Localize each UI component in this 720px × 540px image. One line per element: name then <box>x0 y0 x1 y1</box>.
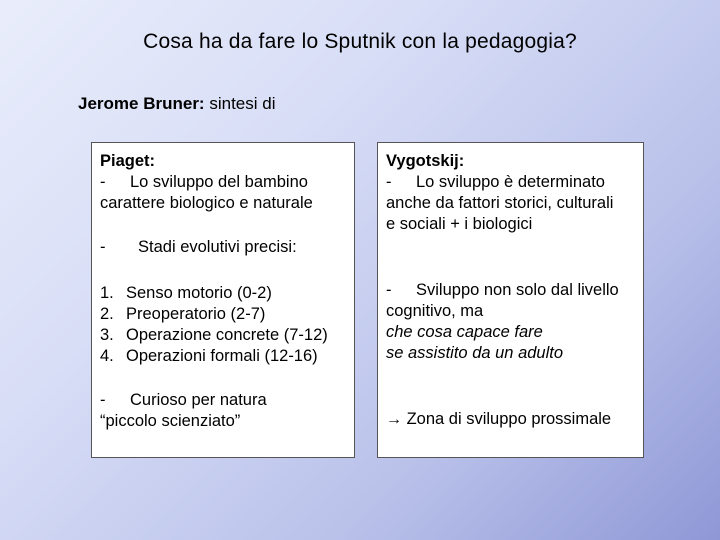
piaget-stages <box>100 283 348 367</box>
vygotskij-point-1-text: Lo sviluppo è determinato <box>416 173 605 191</box>
stage-text: Preoperatorio (2-7) <box>126 305 266 323</box>
stage-item <box>100 304 348 325</box>
vygotskij-point-2-text: Sviluppo non solo dal livello <box>416 281 619 299</box>
slide-title: Cosa ha da fare lo Sputnik con la pedagogia? <box>143 30 577 53</box>
vygotskij-point-2 <box>386 280 637 364</box>
stage-item <box>100 346 348 367</box>
piaget-point-1-cont: carattere biologico e naturale <box>100 194 313 212</box>
right-arrow-icon: → <box>386 411 402 428</box>
piaget-heading: Piaget: <box>100 152 156 170</box>
vygotskij-point-1-cont: anche da fattori storici, culturali <box>386 194 614 212</box>
vygotskij-heading: Vygotskij: <box>386 152 465 170</box>
zone-text: Zona di sviluppo prossimale <box>406 410 612 428</box>
bullet-dash: - <box>100 173 106 191</box>
piaget-point-2-text: Stadi evolutivi precisi: <box>138 238 297 256</box>
bullet-dash: - <box>386 281 392 299</box>
piaget-point-3 <box>100 390 348 432</box>
vygotskij-point-1 <box>386 172 637 193</box>
piaget-point-2 <box>100 237 348 258</box>
vygotskij-zone <box>386 409 637 430</box>
subtitle <box>78 94 275 114</box>
piaget-panel <box>91 142 355 458</box>
piaget-intro <box>100 151 348 214</box>
bullet-dash: - <box>100 391 106 409</box>
stage-text: Operazioni formali (12-16) <box>126 347 318 365</box>
vygotskij-point-2-cont: cognitivo, ma <box>386 302 484 320</box>
stage-item <box>100 325 348 346</box>
stage-number: 4. <box>100 347 114 365</box>
piaget-point-3-cont: “piccolo scienziato” <box>100 412 241 430</box>
subtitle-rest: sintesi di <box>204 94 276 113</box>
stage-number: 1. <box>100 284 114 302</box>
vygotskij-panel <box>377 142 644 458</box>
vygotskij-intro <box>386 151 637 235</box>
vygotskij-point-1-cont: e sociali + i biologici <box>386 215 533 233</box>
stage-text: Senso motorio (0-2) <box>126 284 272 302</box>
vygotskij-point-2-italic: se assistito da un adulto <box>386 344 564 362</box>
piaget-point-1 <box>100 172 348 193</box>
piaget-point-3-text: Curioso per natura <box>130 391 267 409</box>
piaget-point-1-text: Lo sviluppo del bambino <box>130 173 308 191</box>
bullet-dash: - <box>100 238 106 256</box>
stage-number: 3. <box>100 326 114 344</box>
subtitle-author: Jerome Bruner: <box>78 94 205 113</box>
stage-number: 2. <box>100 305 114 323</box>
vygotskij-point-2-italic: che cosa capace fare <box>386 323 543 341</box>
bullet-dash: - <box>386 173 392 191</box>
stage-text: Operazione concrete (7-12) <box>126 326 328 344</box>
stage-item <box>100 283 348 304</box>
